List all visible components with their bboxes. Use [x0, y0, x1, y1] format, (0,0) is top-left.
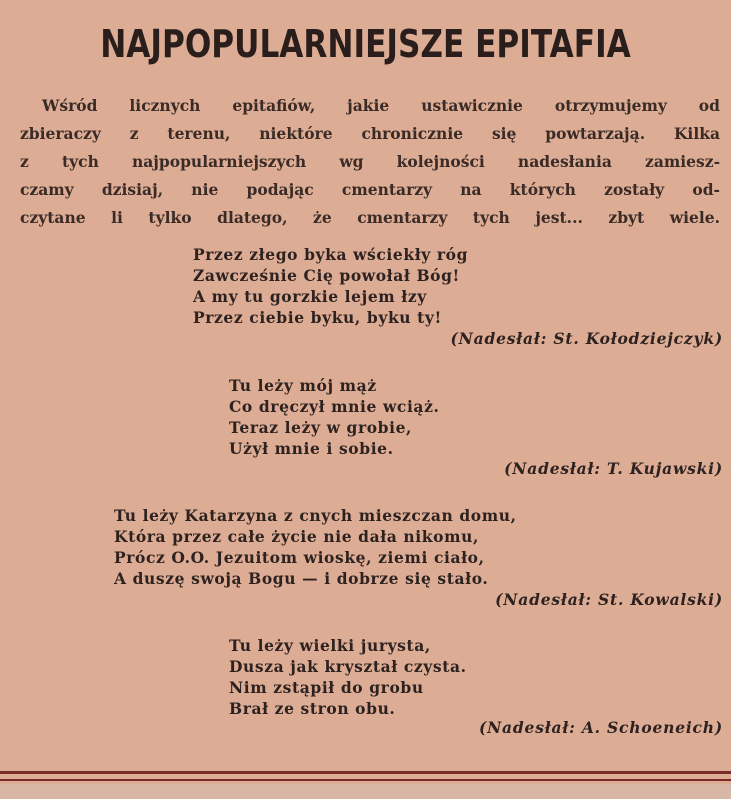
epitaph-3 — [114, 505, 517, 589]
page-edge — [0, 784, 731, 799]
verse-line: Teraz leży w grobie, — [229, 418, 413, 437]
epitaph-4 — [229, 635, 467, 719]
verse-line: Użył mnie i sobie. — [229, 439, 394, 458]
verse-line: A my tu gorzkie lejem łzy — [193, 287, 427, 306]
verse-line: A duszę swoją Bogu — i dobrze się stało. — [114, 569, 489, 588]
verse-line: Która przez całe życie nie dała nikomu, — [114, 527, 479, 546]
verse-line: Tu leży Katarzyna z cnych mieszczan domu, — [114, 506, 517, 525]
intro-line: zbieraczy z terenu, niektóre chronicznie się powtarzają. Kilka — [20, 124, 720, 143]
divider-rule — [0, 779, 731, 781]
epitaph-1 — [193, 244, 468, 328]
verse-line: Brał ze stron obu. — [229, 699, 396, 718]
article-intro — [20, 92, 720, 232]
epitaph-2-credit: (Nadesłał: T. Kujawski) — [504, 459, 723, 478]
intro-line: czytane li tylko dlatego, że cmentarzy tych jest... zbyt wiele. — [20, 208, 720, 227]
verse-line: Zawcześnie Cię powołał Bóg! — [193, 266, 460, 285]
verse-line: Tu leży wielki jurysta, — [229, 636, 431, 655]
epitaph-2 — [229, 375, 439, 459]
intro-line: czamy dzisiaj, nie podając cmentarzy na których zostały od- — [20, 180, 720, 199]
verse-line: Nim zstąpił do grobu — [229, 678, 424, 697]
divider-rule — [0, 771, 731, 774]
epitaph-3-credit: (Nadesłał: St. Kowalski) — [495, 590, 723, 609]
intro-line: z tych najpopularniejszych wg kolejności nadesłania zamiesz- — [20, 152, 720, 171]
verse-line: Przez ciebie byku, byku ty! — [193, 308, 442, 327]
epitaph-1-credit: (Nadesłał: St. Kołodziejczyk) — [450, 329, 723, 348]
article-title: NAJPOPULARNIEJSZE EPITAFIA — [100, 22, 631, 66]
verse-line: Prócz O.O. Jezuitom wioskę, ziemi ciało, — [114, 548, 485, 567]
epitaph-4-credit: (Nadesłał: A. Schoeneich) — [478, 718, 723, 737]
verse-line: Co dręczył mnie wciąż. — [229, 397, 440, 416]
verse-line: Dusza jak kryształ czysta. — [229, 657, 467, 676]
verse-line: Tu leży mój mąż — [229, 376, 377, 395]
verse-line: Przez złego byka wściekły róg — [193, 245, 469, 264]
intro-line: Wśród licznych epitafiów, jakie ustawicznie otrzymujemy od — [42, 96, 720, 115]
